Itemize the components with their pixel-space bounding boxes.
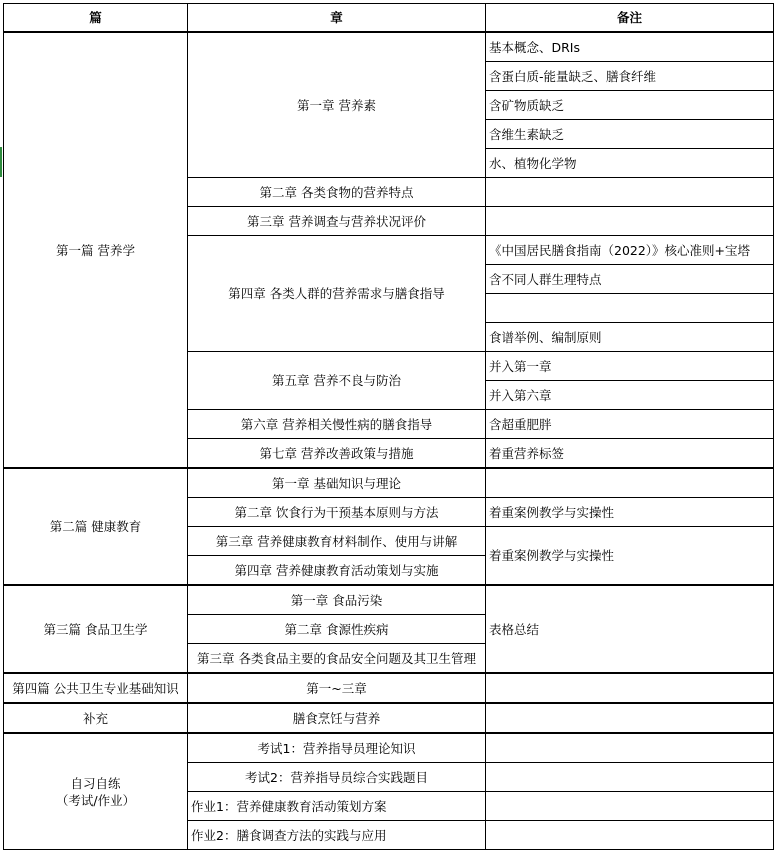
note-cell[interactable]: 表格总结 (486, 585, 774, 673)
header-part: 篇 (4, 4, 188, 33)
part-label-line2: （考试/作业） (55, 792, 136, 808)
part-cell[interactable]: 第四篇 公共卫生专业基础知识 (4, 673, 188, 703)
part-label-line1: 自习自练 (70, 775, 121, 791)
chapter-cell[interactable]: 第六章 营养相关慢性病的膳食指导 (188, 410, 486, 439)
note-cell[interactable]: 含蛋白质-能量缺乏、膳食纤维 (486, 62, 774, 91)
chapter-cell[interactable]: 第一章 食品污染 (188, 585, 486, 615)
note-cell[interactable]: 水、植物化学物 (486, 149, 774, 178)
note-cell-empty[interactable] (486, 733, 774, 763)
chapter-cell[interactable]: 膳食烹饪与营养 (188, 703, 486, 733)
note-cell[interactable]: 《中国居民膳食指南（2022）》核心准则+宝塔 (486, 236, 774, 265)
note-cell[interactable]: 着重案例教学与实操性 (486, 498, 774, 527)
chapter-cell[interactable]: 第二章 饮食行为干预基本原则与方法 (188, 498, 486, 527)
note-cell-empty[interactable] (486, 178, 774, 207)
chapter-cell[interactable]: 第三章 营养健康教育材料制作、使用与讲解 (188, 527, 486, 556)
note-cell-empty[interactable] (486, 792, 774, 821)
chapter-cell[interactable]: 作业2：膳食调查方法的实践与应用 (188, 821, 486, 850)
note-cell-empty[interactable] (486, 207, 774, 236)
chapter-cell[interactable]: 第一~三章 (188, 673, 486, 703)
chapter-cell[interactable]: 第七章 营养改善政策与措施 (188, 439, 486, 469)
part-cell[interactable]: 第二篇 健康教育 (4, 468, 188, 585)
note-cell-empty[interactable] (486, 294, 774, 323)
header-notes: 备注 (486, 4, 774, 33)
header-row (4, 4, 774, 33)
chapter-cell[interactable]: 第二章 各类食物的营养特点 (188, 178, 486, 207)
note-cell[interactable]: 含超重肥胖 (486, 410, 774, 439)
chapter-cell[interactable]: 考试2：营养指导员综合实践题目 (188, 763, 486, 792)
note-cell[interactable]: 基本概念、DRIs (486, 32, 774, 62)
chapter-cell[interactable]: 考试1：营养指导员理论知识 (188, 733, 486, 763)
chapter-cell[interactable]: 第二章 食源性疾病 (188, 615, 486, 644)
part-cell[interactable]: 第一篇 营养学 (4, 32, 188, 468)
table-row (4, 703, 774, 733)
note-cell[interactable]: 含维生素缺乏 (486, 120, 774, 149)
chapter-cell[interactable]: 第五章 营养不良与防治 (188, 352, 486, 410)
note-cell-empty[interactable] (486, 703, 774, 733)
part-cell[interactable] (4, 733, 188, 850)
chapter-cell[interactable]: 第四章 各类人群的营养需求与膳食指导 (188, 236, 486, 352)
note-cell[interactable]: 含不同人群生理特点 (486, 265, 774, 294)
header-chapter: 章 (188, 4, 486, 33)
chapter-cell[interactable]: 第一章 营养素 (188, 32, 486, 178)
part-cell[interactable]: 第三篇 食品卫生学 (4, 585, 188, 673)
note-cell[interactable]: 并入第六章 (486, 381, 774, 410)
note-cell-empty[interactable] (486, 468, 774, 498)
note-cell[interactable]: 着重案例教学与实操性 (486, 527, 774, 586)
table-row (4, 673, 774, 703)
note-cell-empty[interactable] (486, 673, 774, 703)
chapter-cell[interactable]: 第三章 各类食品主要的食品安全问题及其卫生管理 (188, 644, 486, 674)
table-row (4, 585, 774, 615)
note-cell[interactable]: 并入第一章 (486, 352, 774, 381)
table-row (4, 468, 774, 498)
chapter-cell[interactable]: 作业1：营养健康教育活动策划方案 (188, 792, 486, 821)
table-row (4, 733, 774, 763)
note-cell[interactable]: 含矿物质缺乏 (486, 91, 774, 120)
note-cell[interactable]: 食谱举例、编制原则 (486, 323, 774, 352)
note-cell-empty[interactable] (486, 763, 774, 792)
row-marker (0, 147, 2, 177)
chapter-cell[interactable]: 第四章 营养健康教育活动策划与实施 (188, 556, 486, 586)
curriculum-table (3, 3, 774, 850)
chapter-cell[interactable]: 第三章 营养调查与营养状况评价 (188, 207, 486, 236)
table-row (4, 32, 774, 62)
note-cell-empty[interactable] (486, 821, 774, 850)
note-cell[interactable]: 着重营养标签 (486, 439, 774, 469)
part-cell[interactable]: 补充 (4, 703, 188, 733)
chapter-cell[interactable]: 第一章 基础知识与理论 (188, 468, 486, 498)
